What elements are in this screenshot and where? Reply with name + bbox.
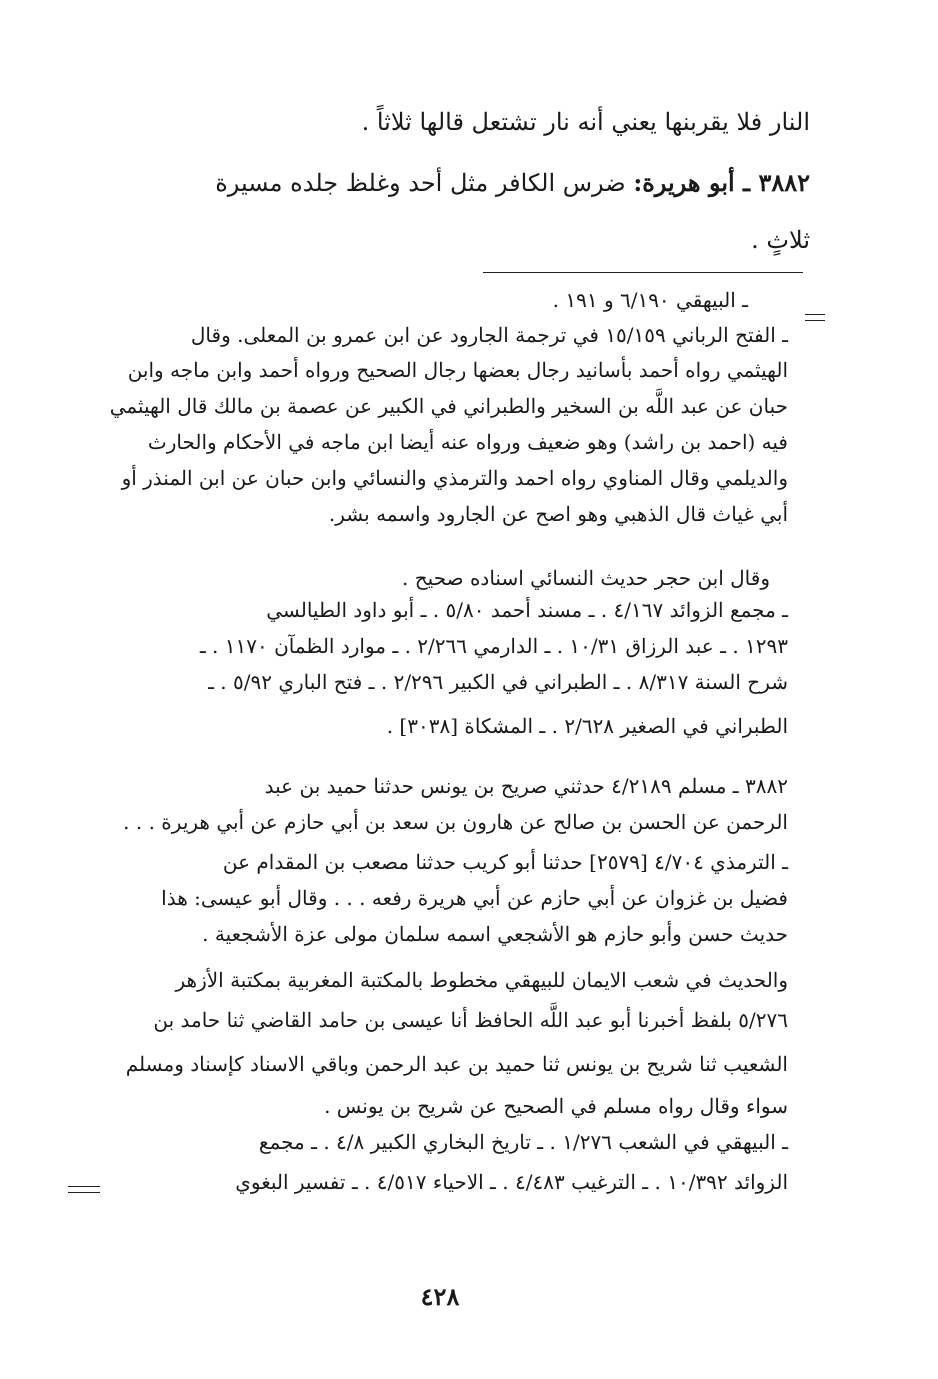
footnote-line: فيه (احمد بن راشد) وهو ضعيف ورواه عنه أيضا ابن ماجه في الأحكام والحارث [147,430,788,454]
footnote-line: أبي غياث قال الذهبي وهو اصح عن الجارود واسمه بشر. [328,502,788,526]
footnote-line: سواء وقال رواه مسلم في الصحيح عن شريح بن يونس . [324,1094,788,1118]
footnote-line: الشعيب ثنا شريح بن يونس ثنا حميد بن عبد الرحمن وباقي الاسناد كإسناد ومسلم [125,1052,788,1076]
hadith-line [215,168,810,197]
footnote-line: والديلمي وقال المناوي رواه احمد والترمذي والنسائي وابن حبان عن ابن المنذر أو [121,466,788,490]
footnote-line: ـ مجمع الزوائد ٤/١٦٧ . ـ مسند أحمد ٥/٨٠ . ـ أبو داود الطيالسي [266,598,788,622]
footnote-line: ٥/٢٧٦ بلفظ أخبرنا أبو عبد اللَّه الحافظ أنا عيسى بن حامد القاضي ثنا حامد بن [153,1008,788,1032]
footnote-line: الرحمن عن الحسن بن صالح عن هارون بن سعد بن أبي حازم عن أبي هريرة . . . [123,810,788,834]
footnote-line: الهيثمي رواه أحمد بأسانيد رجال بعضها رجال الصحيح ورواه أحمد وابن ماجه وابن [127,358,788,382]
footnote-line: فضيل بن غزوان عن أبي حازم عن أبي هريرة رفعه . . . وقال أبو عيسى: هذا [161,886,788,910]
continuation-mark [805,314,825,321]
footnote-line: والحديث في شعب الايمان للبيهقي مخطوط بالمكتبة المغربية بمكتبة الأزهر [175,968,788,992]
footnote-line: وقال ابن حجر حديث النسائي اسناده صحيح . [402,566,770,590]
footnote-line: ١٢٩٣ . ـ عبد الرزاق ١٠/٣١ . ـ الدارمي ٢/٢٦٦ . ـ موارد الظمآن ١١٧٠ . ـ [199,634,788,658]
footnote-line: الزوائد ١٠/٣٩٢ . ـ الترغيب ٤/٤٨٣ . ـ الاحياء ٤/٥١٧ . ـ تفسير البغوي [235,1170,788,1194]
footnote-line: ٣٨٨٢ ـ مسلم ٤/٢١٨٩ حدثني صريح بن يونس حدثنا حميد بن عبد [264,774,788,798]
footnote-line: ـ البيهقي في الشعب ١/٢٧٦ . ـ تاريخ البخاري الكبير ٤/٨ . ـ مجمع [258,1130,788,1154]
footnote-line: ـ البيهقي ٦/١٩٠ و ١٩١ . [552,288,748,312]
footnote-line: ـ الترمذي ٤/٧٠٤ [٢٥٧٩] حدثنا أبو كريب حدثنا مصعب بن المقدام عن [222,850,788,874]
continuation-mark [68,1186,100,1193]
hadith-text-continued: ثلاثٍ . [751,226,810,254]
footnote-line: حديث حسن وأبو حازم هو الأشجعي اسمه سلمان مولى عزة الأشجعية . [202,922,788,946]
footnote-line: شرح السنة ٨/٣١٧ . ـ الطبراني في الكبير ٢/٢٩٦ . ـ فتح الباري ٥/٩٢ . ـ [208,670,788,694]
footnote-line: ـ الفتح الرباني ١٥/١٥٩ في ترجمة الجارود عن ابن عمرو بن المعلى. وقال [190,323,788,347]
main-text-line: النار فلا يقربنها يعني أنه نار تشتعل قالها ثلاثاً . [361,108,810,136]
hadith-text: ضرس الكافر مثل أحد وغلظ جلده مسيرة [215,169,626,197]
hadith-number-narrator: ٣٨٨٢ ـ أبو هريرة: [633,168,810,197]
footnote-separator [483,272,803,273]
footnote-line: حبان عن عبد اللَّه بن السخير والطبراني في الكبير عن عصمة بن مالك قال الهيثمي [109,394,788,418]
page-number: ٤٢٨ [420,1282,460,1311]
footnote-line: الطبراني في الصغير ٢/٦٢٨ . ـ المشكاة [٣٠٣٨] . [386,714,788,738]
